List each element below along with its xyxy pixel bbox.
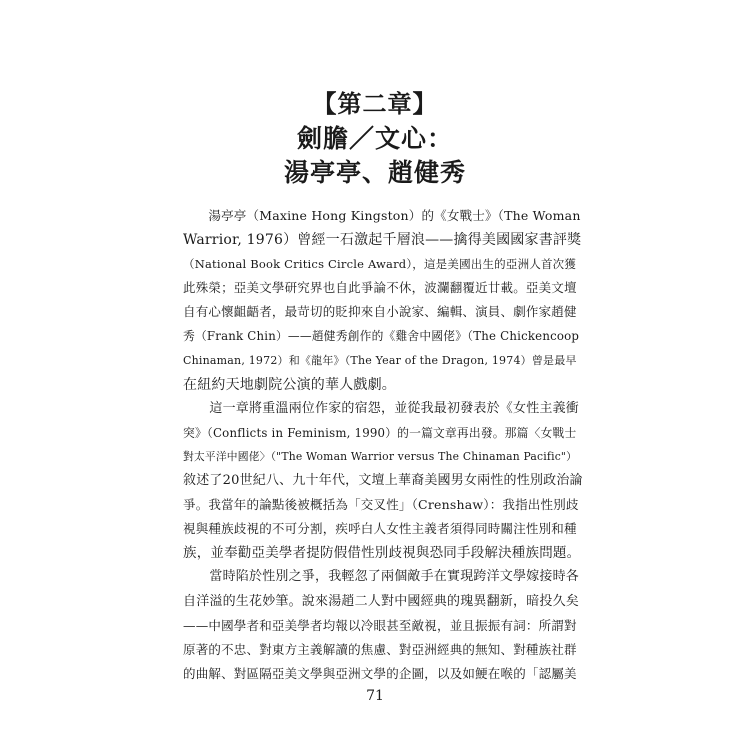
chapter-title bbox=[0, 122, 750, 190]
body-line: 爭。我當年的論點後被概括為「交叉性」（Crenshaw）：我指出性別歧 bbox=[183, 497, 579, 513]
body-line: 原著的不忠、對東方主義解讀的焦慮、對亞洲經典的無知、對種族社群 bbox=[183, 641, 577, 657]
page-number: 71 bbox=[366, 688, 384, 704]
chapter-label: 【第二章】 bbox=[312, 89, 438, 118]
body-line: 敘述了20世紀八、九十年代，文壇上華裔美國男女兩性的性別政治論 bbox=[183, 473, 583, 489]
body-line: 湯亭亭（Maxine Hong Kingston）的《女戰士》（The Woman bbox=[183, 208, 581, 223]
body-line: 對太平洋中國佬〉（"The Woman Warrior versus The Chinaman Pacific"） bbox=[183, 449, 578, 463]
body-line: 族，並奉勸亞美學者提防假借性別歧視與恐同手段解決種族問題。 bbox=[183, 545, 581, 562]
body-line: Warrior, 1976）曾經一石激起千層浪——擒得美國國家書評獎 bbox=[183, 232, 582, 249]
body-line: 此殊榮；亞美文學研究界也自此爭論不休，波瀾翻覆近廿載。亞美文壇 bbox=[183, 280, 577, 296]
body-line: （National Book Critics Circle Award），這是美國出生的亞洲人首次獲 bbox=[183, 257, 577, 272]
body-line: 突》（Conflicts in Feminism, 1990）的一篇文章再出發。那篇〈女戰士 bbox=[183, 425, 577, 440]
body-line: 視與種族歧視的不可分割，疾呼白人女性主義者須得同時關注性別和種 bbox=[183, 521, 577, 537]
body-line: 在紐約天地劇院公演的華人戲劇。 bbox=[183, 376, 396, 393]
body-text bbox=[183, 204, 583, 686]
body-line: 的曲解、對區隔亞美文學與亞洲文學的企圖，以及如鯁在喉的「認屬美 bbox=[183, 665, 577, 681]
body-line: ——中國學者和亞美學者均報以冷眼甚至敵視，並且振振有詞：所謂對 bbox=[183, 617, 577, 633]
body-line: 這一章將重溫兩位作家的宿怨，並從我最初發表於《女性主義衝 bbox=[183, 400, 580, 416]
body-line: Chinaman, 1972）和《龍年》（The Year of the Dragon, 1974）曾是最早 bbox=[183, 353, 577, 367]
chapter-title-line: 劍膽／文心： bbox=[296, 124, 453, 153]
body-line: 當時陷於性別之爭，我輕忽了兩個敵手在實現跨洋文學嫁接時各 bbox=[183, 569, 580, 585]
body-line: 秀（Frank Chin）——趙健秀創作的《雞舍中國佬》（The Chickencoop bbox=[183, 329, 580, 344]
body-line: 自洋溢的生花妙筆。說來湯趙二人對中國經典的瑰異翻新，暗投久矣 bbox=[183, 593, 580, 609]
chapter-title-line: 湯亭亭、趙健秀 bbox=[283, 158, 466, 187]
body-line: 自有心懷齟齬者，最苛切的貶抑來自小說家、編輯、演員、劇作家趙健 bbox=[183, 304, 577, 320]
